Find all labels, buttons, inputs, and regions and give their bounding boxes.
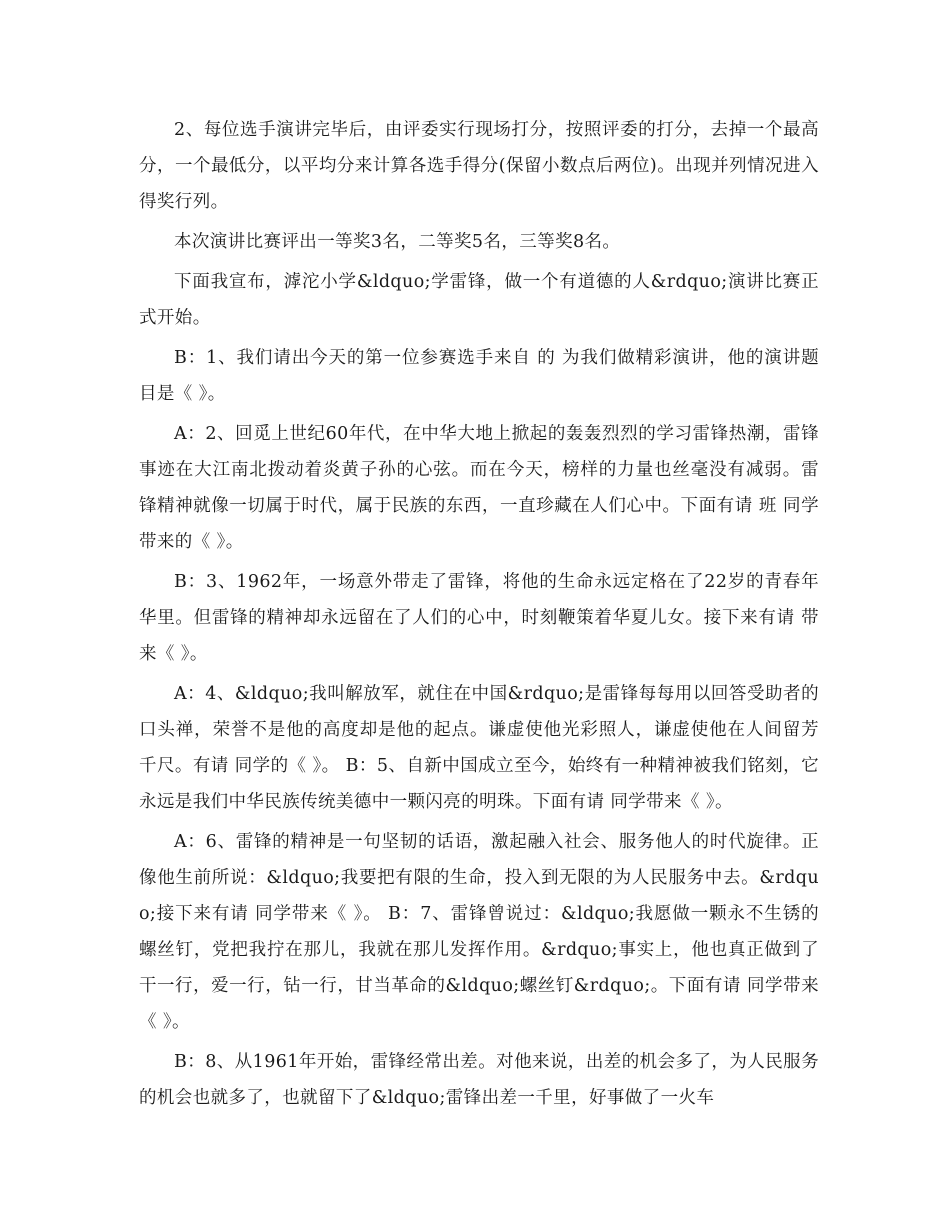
paragraph-a6-b7: A：6、雷锋的精神是一句坚韧的话语，激起融入社会、服务他人的时代旋律。正像他生前所说：&ldquo;我要把有限的生命，投入到无限的为人民服务中去。&rdquo;接下来有请 同学带来《 》。 B：7、雷锋曾说过：&ldquo;我愿做一颗永不生锈的螺丝钉，党把我拧在那儿，我就在那儿发挥作用。&rdquo;事实上，他也真正做到了干一行，爱一行，钻一行，甘当革命的&ldquo;螺丝钉&rdquo;。下面有请 同学带来《 》。 [139, 832, 819, 1032]
paragraph-b8: B：8、从1961年开始，雷锋经常出差。对他来说，出差的机会多了，为人民服务的机会也就多了，也就留下了&ldquo;雷锋出差一千里，好事做了一火车 [139, 1052, 819, 1108]
paragraph-scoring-rules: 2、每位选手演讲完毕后，由评委实行现场打分，按照评委的打分，去掉一个最高分，一个最低分，以平均分来计算各选手得分(保留小数点后两位)。出现并列情况进入得奖行列。 [139, 120, 819, 212]
paragraph-a2: A：2、回觅上世纪60年代，在中华大地上掀起的轰轰烈烈的学习雷锋热潮，雷锋事迹在大江南北拨动着炎黄子孙的心弦。而在今天，榜样的力量也丝毫没有减弱。雷锋精神就像一切属于时代，属于民族的东西，一直珍藏在人们心中。下面有请 班 同学带来的《 》。 [139, 424, 819, 552]
paragraph-b1: B：1、我们请出今天的第一位参赛选手来自 的 为我们做精彩演讲，他的演讲题目是《 》。 [139, 348, 819, 404]
paragraph-b3: B：3、1962年，一场意外带走了雷锋，将他的生命永远定格在了22岁的青春年华里。但雷锋的精神却永远留在了人们的心中，时刻鞭策着华夏儿女。接下来有请 带来《 》。 [139, 572, 819, 664]
paragraph-opening-announcement: 下面我宣布，滹沱小学&ldquo;学雷锋，做一个有道德的人&rdquo;演讲比赛正式开始。 [139, 272, 819, 328]
paragraph-a4-b5: A：4、&ldquo;我叫解放军，就住在中国&rdquo;是雷锋每每用以回答受助者的口头禅，荣誉不是他的高度却是他的起点。谦虚使他光彩照人，谦虚使他在人间留芳千尺。有请 同学的《 》。 B：5、自新中国成立至今，始终有一种精神被我们铭刻，它永远是我们中华民族传统美德中一颗闪亮的明珠。下面有请 同学带来《 》。 [139, 684, 819, 812]
paragraph-awards: 本次演讲比赛评出一等奖3名，二等奖5名，三等奖8名。 [174, 232, 621, 252]
document-body [139, 112, 819, 1120]
